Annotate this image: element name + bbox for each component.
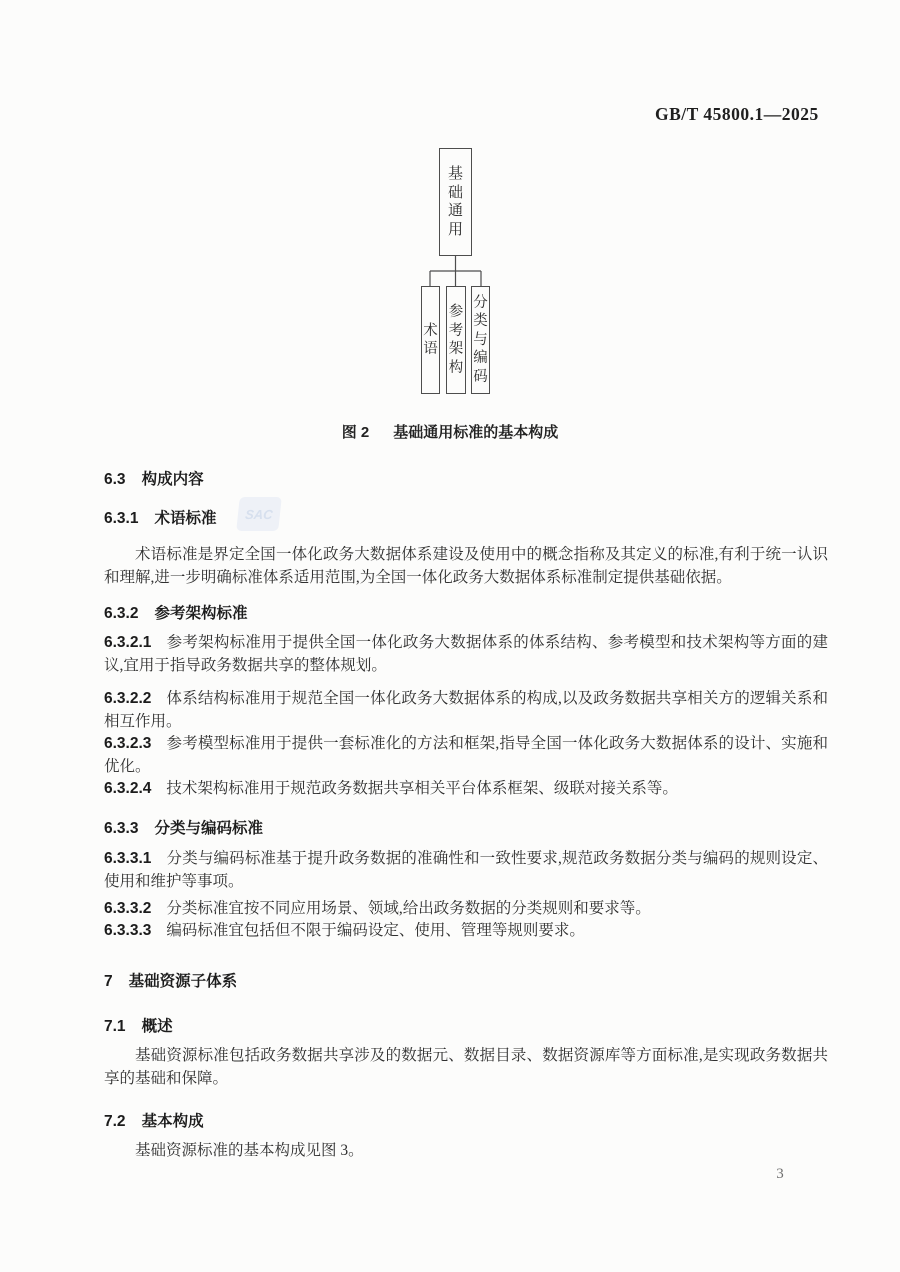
clause-6-3-3-1-text: 分类与编码标准基于提升政务数据的准确性和一致性要求,规范政务数据分类与编码的规则设定、使用和维护等事项。 — [104, 850, 828, 890]
document-code: GB/T 45800.1—2025 — [655, 104, 819, 124]
clause-6-3-2-3-text: 参考模型标准用于提供一套标准化的方法和框架,指导全国一体化政务大数据体系的设计、实施和优化。 — [104, 735, 828, 775]
heading-7-1-number: 7.1 — [104, 1018, 126, 1035]
diagram-connector-lines — [420, 255, 490, 287]
diagram-box-reference-architecture-label: 参考架构 — [448, 304, 464, 376]
diagram-box-classification-coding-label: 分类与编码 — [473, 294, 488, 385]
clause-6-3-2-2-number: 6.3.2.2 — [104, 690, 152, 707]
heading-6-3-1-title: 术语标准 — [154, 510, 217, 527]
clause-6-3-2-3-number: 6.3.2.3 — [104, 735, 152, 752]
clause-6-3-3-3 — [104, 920, 828, 943]
clause-6-3-3-2 — [104, 898, 828, 921]
diagram-box-reference-architecture — [446, 286, 466, 394]
sac-watermark: SAC — [236, 497, 282, 531]
clause-6-3-2-1 — [104, 632, 828, 677]
clause-6-3-2-1-text: 参考架构标准用于提供全国一体化政务大数据体系的体系结构、参考模型和技术架构等方面的建议,宜用于指导政务数据共享的整体规划。 — [104, 634, 828, 674]
paragraph-6-3-1: 术语标准是界定全国一体化政务大数据体系建设及使用中的概念指称及其定义的标准,有利于统一认识和理解,进一步明确标准体系适用范围,为全国一体化政务大数据体系标准制定提供基础依据。 — [104, 546, 828, 586]
clause-6-3-2-4 — [104, 778, 828, 801]
heading-7-number: 7 — [104, 973, 113, 990]
heading-7-2-title: 基本构成 — [141, 1113, 204, 1130]
heading-6-3-2-title: 参考架构标准 — [154, 605, 248, 622]
clause-6-3-2-3 — [104, 733, 828, 778]
heading-6-3-1 — [104, 506, 828, 528]
diagram-box-classification-coding — [471, 286, 490, 394]
diagram-box-root-label: 基础通用 — [447, 166, 463, 238]
clause-6-3-2-2 — [104, 688, 828, 733]
heading-7-2 — [104, 1109, 828, 1131]
diagram-box-terminology — [421, 286, 440, 394]
page-number: 3 — [776, 1166, 784, 1182]
clause-6-3-3-1-number: 6.3.3.1 — [104, 850, 152, 867]
heading-7-2-number: 7.2 — [104, 1113, 126, 1130]
heading-7-1 — [104, 1014, 828, 1036]
clause-6-3-3-2-number: 6.3.3.2 — [104, 900, 152, 917]
clause-6-3-2-2-text: 体系结构标准用于规范全国一体化政务大数据体系的构成,以及政务数据共享相关方的逻辑关系和相互作用。 — [104, 690, 828, 730]
heading-7-1-title: 概述 — [141, 1018, 173, 1035]
paragraph-7-2: 基础资源标准的基本构成见图 3。 — [135, 1142, 364, 1159]
heading-6-3-2 — [104, 601, 828, 623]
heading-6-3-number: 6.3 — [104, 471, 126, 488]
diagram-box-terminology-label: 术语 — [423, 322, 438, 357]
clause-6-3-2-4-text: 技术架构标准用于规范政务数据共享相关平台体系框架、级联对接关系等。 — [166, 780, 678, 797]
heading-6-3-title: 构成内容 — [141, 471, 204, 488]
clause-6-3-3-2-text: 分类标准宜按不同应用场景、领域,给出政务数据的分类规则和要求等。 — [166, 900, 651, 917]
figure-2-caption-number: 图 2 — [341, 424, 370, 441]
heading-6-3 — [104, 467, 828, 489]
heading-7 — [104, 969, 828, 991]
heading-6-3-3 — [104, 816, 828, 838]
diagram-box-root — [439, 148, 472, 256]
clause-6-3-3-3-text: 编码标准宜包括但不限于编码设定、使用、管理等规则要求。 — [166, 922, 585, 939]
clause-6-3-3-1 — [104, 848, 828, 893]
clause-6-3-3-3-number: 6.3.3.3 — [104, 922, 152, 939]
figure-2-caption — [0, 421, 900, 442]
heading-6-3-3-title: 分类与编码标准 — [154, 820, 263, 837]
heading-6-3-3-number: 6.3.3 — [104, 820, 139, 837]
heading-6-3-1-number: 6.3.1 — [104, 510, 139, 527]
paragraph-7-1: 基础资源标准包括政务数据共享涉及的数据元、数据目录、数据资源库等方面标准,是实现政务数据共享的基础和保障。 — [104, 1047, 828, 1087]
clause-6-3-2-4-number: 6.3.2.4 — [104, 780, 152, 797]
heading-7-title: 基础资源子体系 — [128, 973, 238, 990]
clause-6-3-2-1-number: 6.3.2.1 — [104, 634, 152, 651]
figure-2-caption-title: 基础通用标准的基本构成 — [393, 424, 559, 441]
heading-6-3-2-number: 6.3.2 — [104, 605, 139, 622]
